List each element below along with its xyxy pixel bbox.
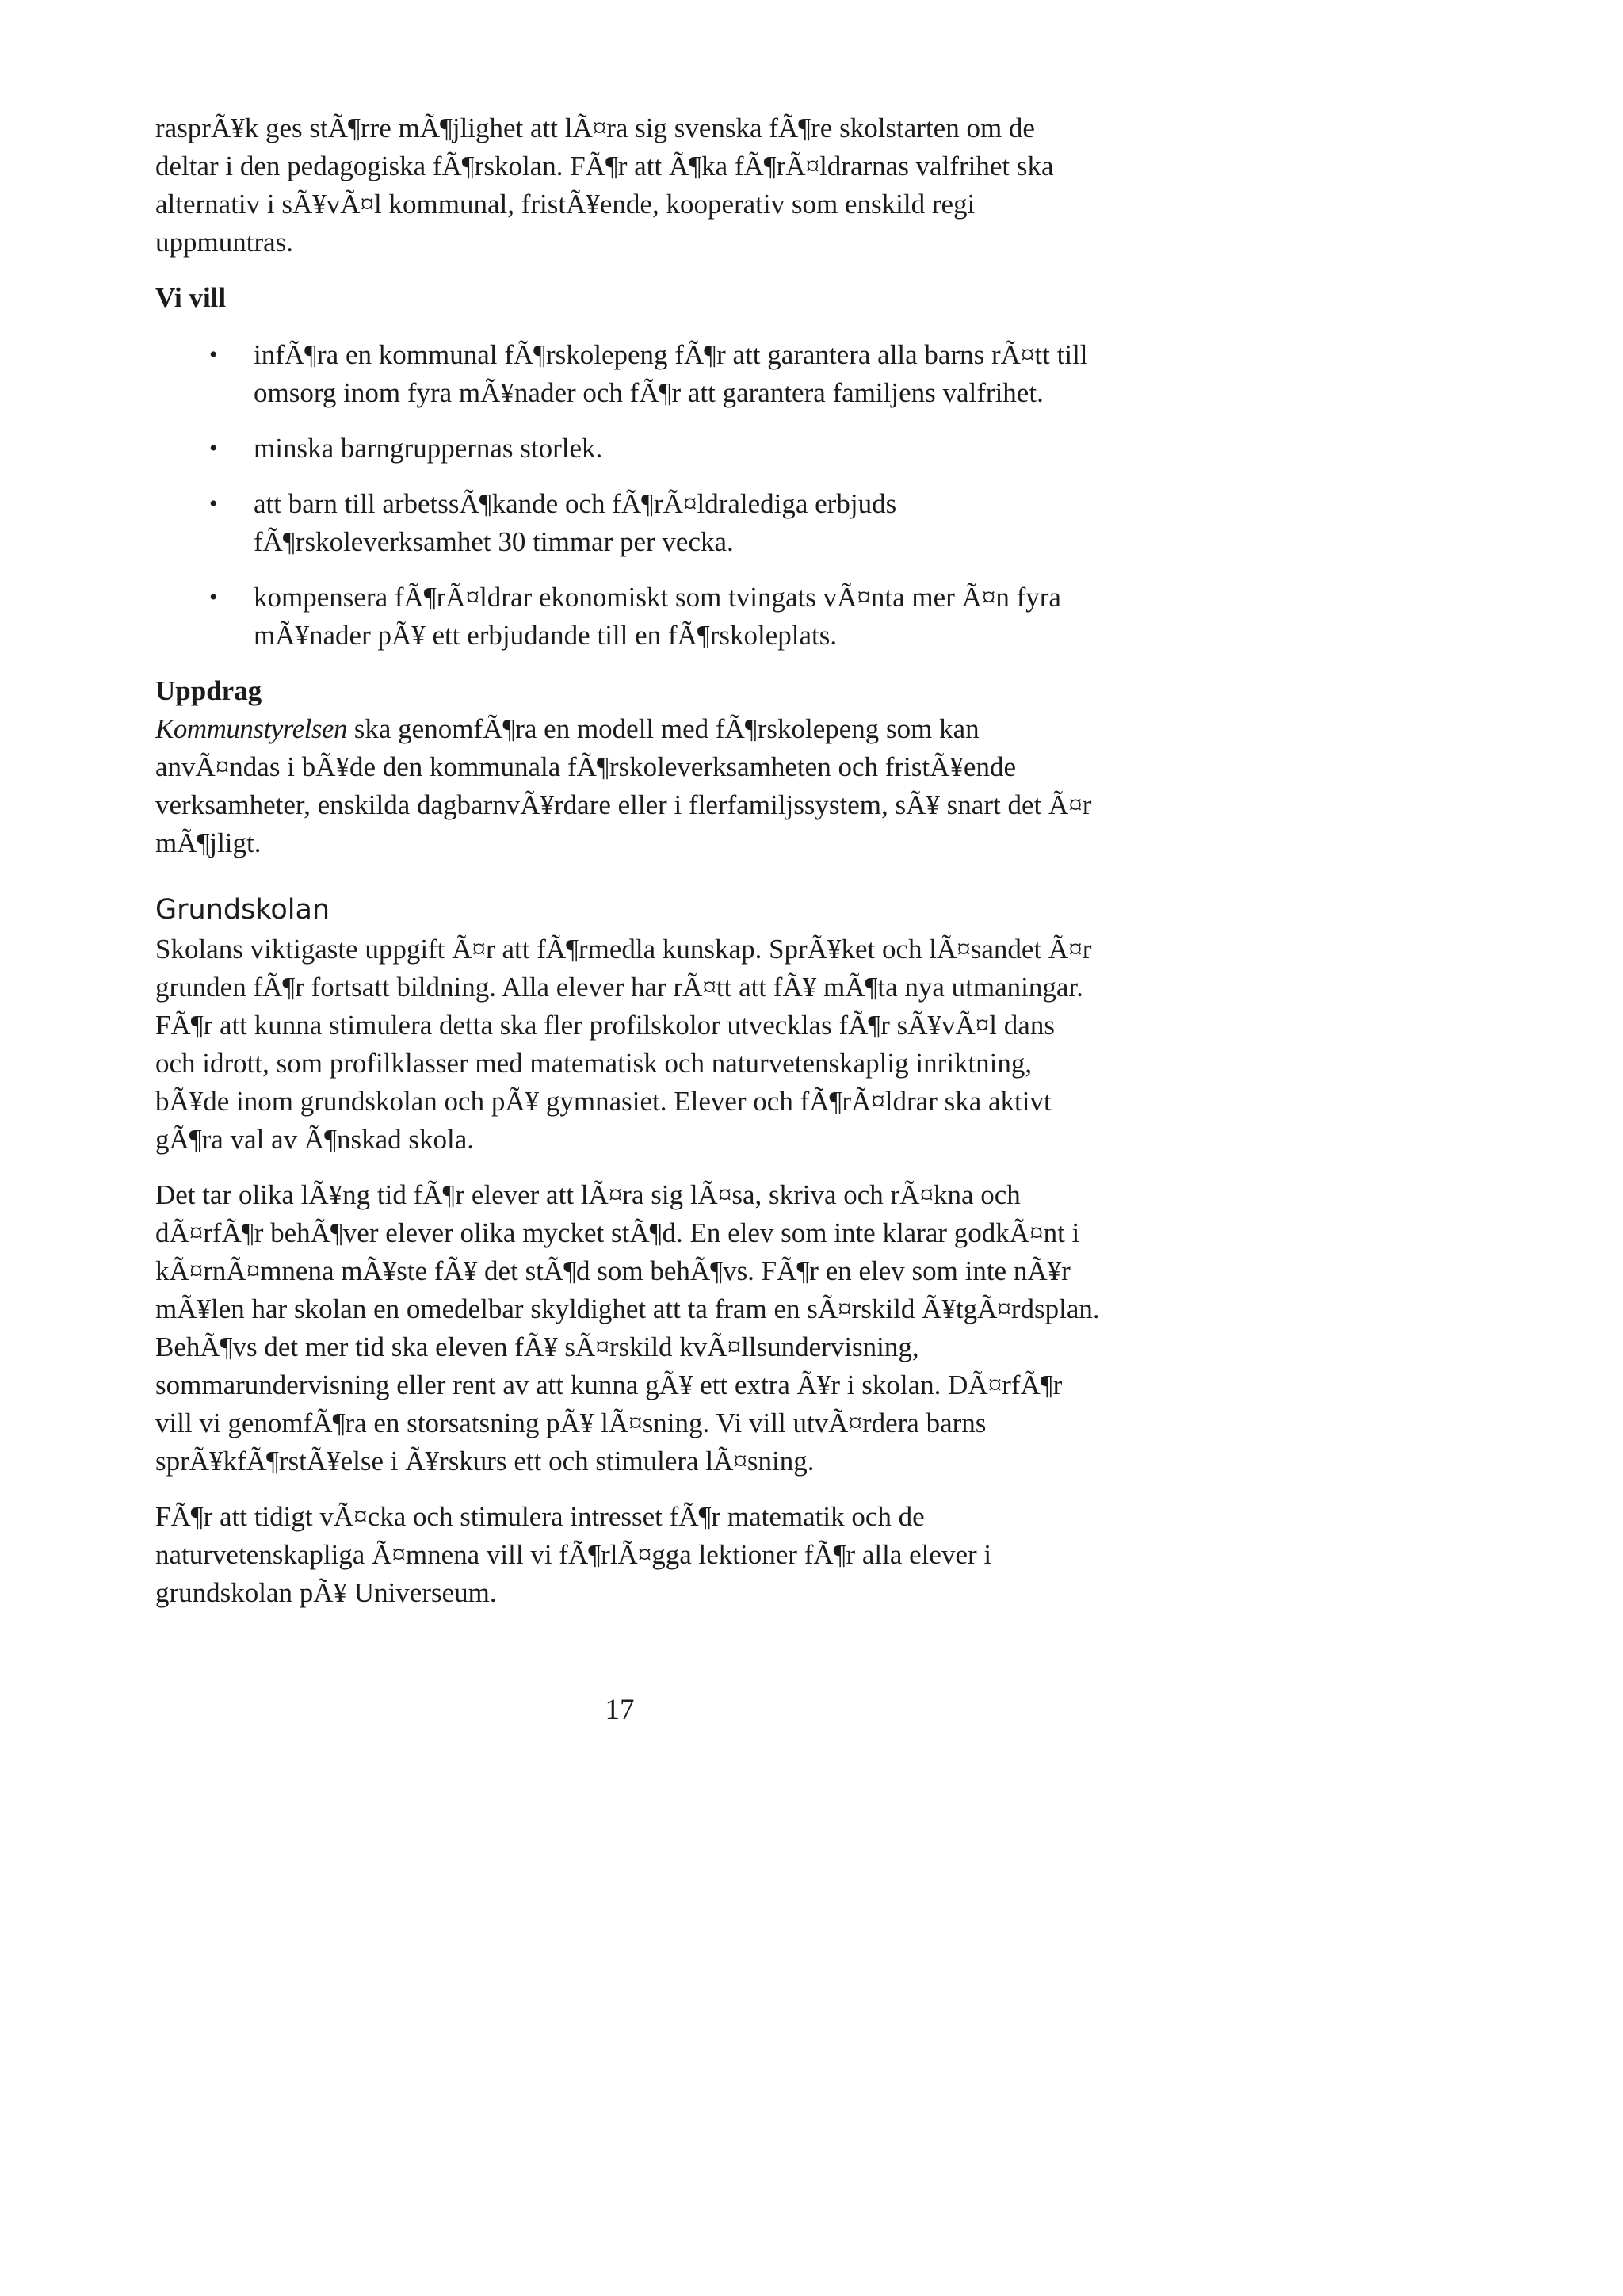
bullet-icon: • (209, 491, 218, 517)
section-title-grundskolan: Grundskolan (155, 894, 330, 926)
vi-vill-heading: Vi vill (155, 282, 227, 313)
uppdrag-agent: Kommunstyrelsen (155, 713, 348, 744)
list-item (155, 485, 1100, 561)
list-item-text: minska barngruppernas storlek. (254, 433, 603, 464)
document-page (155, 109, 1100, 1629)
vi-vill-list (155, 336, 1100, 655)
list-item-text: att barn till arbetssÃ¶kande och fÃ¶rÃ¤ldralediga erbjuds fÃ¶rskoleverksamhet 30 timmar per vecka. (254, 488, 897, 557)
grundskolan-paragraph-2: Det tar olika lÃ¥ng tid fÃ¶r elever att lÃ¤ra sig lÃ¤sa, skriva och rÃ¤kna och dÃ¤rfÃ¶r behÃ¶ver elever olika mycket stÃ¶d. En elev som inte klarar godkÃ¤nt i kÃ¤rnÃ¤mnena mÃ¥ste fÃ¥ det stÃ¶d som behÃ¶vs. FÃ¶r en elev som inte nÃ¥r mÃ¥len har skolan en omedelbar skyldighet att ta fram en sÃ¤rskild Ã¥tgÃ¤rdsplan. BehÃ¶vs det mer tid ska eleven fÃ¥ sÃ¤rskild kvÃ¤llsundervisning, sommarundervisning eller rent av att kunna gÃ¥ ett extra Ã¥r i skolan. DÃ¤rfÃ¶r vill vi genomfÃ¶ra en storsatsning pÃ¥ lÃ¤sning. Vi vill utvÃ¤rdera barns sprÃ¥kfÃ¶rstÃ¥else i Ã¥rskurs ett och stimulera lÃ¤sning. (155, 1179, 1100, 1477)
bullet-icon: • (209, 584, 218, 610)
bullet-icon: • (209, 435, 218, 461)
list-item-text: kompensera fÃ¶rÃ¤ldrar ekonomiskt som tvingats vÃ¤nta mer Ã¤n fyra mÃ¥nader pÃ¥ ett erbjudande till en fÃ¶rskoleplats. (254, 582, 1061, 651)
uppdrag-text: ska genomfÃ¶ra en modell med fÃ¶rskolepeng som kan anvÃ¤ndas i bÃ¥de den kommunala fÃ¶rskoleverksamheten och fristÃ¥ende verksamheter, enskilda dagbarnvÃ¥rdare eller i flerfamiljssystem, sÃ¥ snart det Ã¤r mÃ¶jligt. (155, 713, 1092, 858)
grundskolan-paragraph-1: Skolans viktigaste uppgift Ã¤r att fÃ¶rmedla kunskap. SprÃ¥ket och lÃ¤sandet Ã¤r grunden fÃ¶r fortsatt bildning. Alla elever har rÃ¤tt att fÃ¥ mÃ¶ta nya utmaningar. FÃ¶r att kunna stimulera detta ska fler profilskolor utvecklas fÃ¶r sÃ¥vÃ¤l dans och idrott, som profilklasser med matematisk och naturvetenskaplig inriktning, bÃ¥de inom grundskolan och pÃ¥ gymnasiet. Elever och fÃ¶rÃ¤ldrar ska aktivt gÃ¶ra val av Ã¶nskad skola. (155, 934, 1092, 1155)
uppdrag-paragraph (155, 710, 1100, 862)
list-item (155, 336, 1100, 412)
bullet-icon: • (209, 342, 218, 368)
list-item-text: infÃ¶ra en kommunal fÃ¶rskolepeng fÃ¶r att garantera alla barns rÃ¤tt till omsorg inom fyra mÃ¥nader och fÃ¶r att garantera familjens valfrihet. (254, 339, 1088, 408)
list-item (155, 579, 1100, 655)
page-number: 17 (605, 1694, 635, 1726)
uppdrag-heading: Uppdrag (155, 675, 262, 706)
grundskolan-paragraph-3: FÃ¶r att tidigt vÃ¤cka och stimulera intresset fÃ¶r matematik och de naturvetenskapliga Ã¤mnena vill vi fÃ¶rlÃ¤gga lektioner fÃ¶r alla elever i grundskolan pÃ¥ Universeum. (155, 1501, 992, 1608)
intro-paragraph: rasprÃ¥k ges stÃ¶rre mÃ¶jlighet att lÃ¤ra sig svenska fÃ¶re skolstarten om de deltar i den pedagogiska fÃ¶rskolan. FÃ¶r att Ã¶ka fÃ¶rÃ¤ldrarnas valfrihet ska alternativ i sÃ¥vÃ¤l kommunal, fristÃ¥ende, kooperativ som enskild regi uppmuntras. (155, 113, 1054, 258)
list-item (155, 430, 1100, 468)
